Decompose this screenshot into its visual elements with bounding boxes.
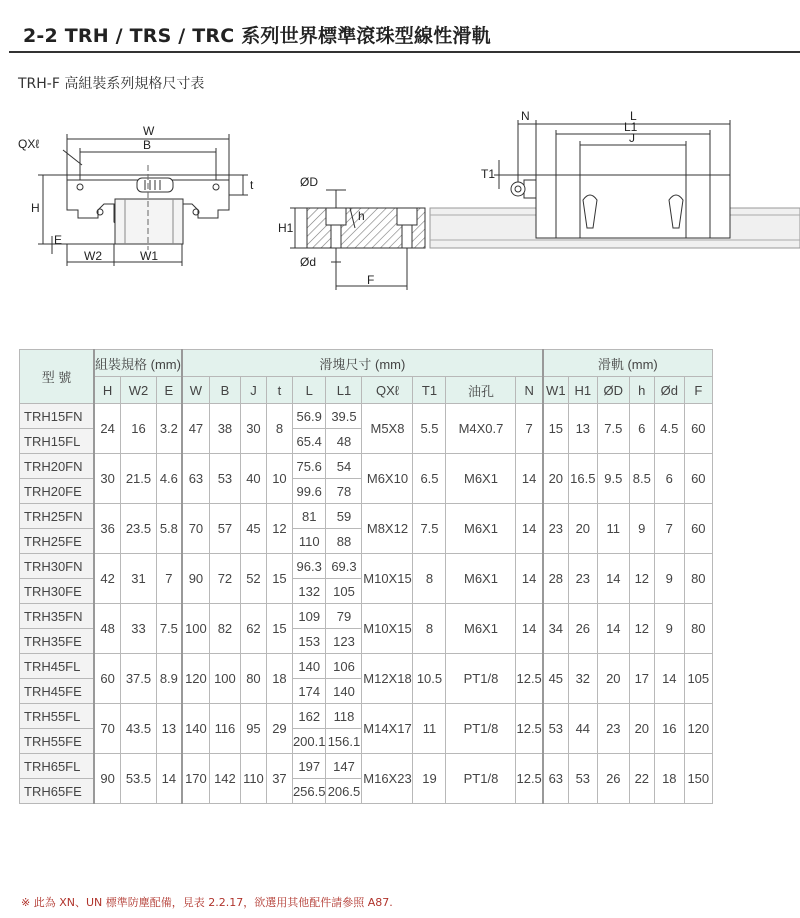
model-cell: TRH45FL — [20, 654, 95, 679]
column-header: Ød — [654, 377, 684, 404]
block-cell: 140 — [182, 704, 210, 754]
column-header: T1 — [413, 377, 446, 404]
column-header: h — [629, 377, 654, 404]
assembly-cell: 8.9 — [156, 654, 182, 704]
block-cell: 12.5 — [516, 754, 543, 804]
side-view-drawing — [430, 120, 800, 248]
block-cell: 12.5 — [516, 704, 543, 754]
length-l-cell: 109 — [292, 604, 326, 629]
rail-cell: 6 — [654, 454, 684, 504]
column-header: W2 — [121, 377, 157, 404]
rail-cell: 63 — [543, 754, 569, 804]
label-l1: L1 — [624, 120, 638, 134]
model-cell: TRH65FE — [20, 779, 95, 804]
rail-cell: 60 — [684, 454, 712, 504]
rail-cell: 150 — [684, 754, 712, 804]
length-l1-cell: 147 — [326, 754, 362, 779]
rail-cell: 80 — [684, 554, 712, 604]
block-cell: 18 — [266, 654, 292, 704]
assembly-cell: 3.2 — [156, 404, 182, 454]
assembly-cell: 5.8 — [156, 504, 182, 554]
label-j: J — [629, 131, 635, 145]
length-l1-cell: 118 — [326, 704, 362, 729]
label-l: L — [630, 109, 637, 123]
group-header: 組裝規格 (mm) — [94, 350, 182, 377]
model-cell: TRH35FE — [20, 629, 95, 654]
rail-cell: 53 — [568, 754, 597, 804]
assembly-cell: 24 — [94, 404, 121, 454]
block-cell: 116 — [209, 704, 240, 754]
block-cell: 15 — [266, 604, 292, 654]
assembly-cell: 30 — [94, 454, 121, 504]
rail-cell: 17 — [629, 654, 654, 704]
table-row — [20, 404, 713, 429]
length-l-cell: 153 — [292, 629, 326, 654]
table-row — [20, 554, 713, 579]
column-header: t — [266, 377, 292, 404]
block-cell: M12X18 — [362, 654, 413, 704]
block-cell: 8 — [413, 604, 446, 654]
page-title: 2-2 TRH / TRS / TRC 系列世界標準滾珠型線性滑軌 — [23, 25, 491, 47]
assembly-cell: 14 — [156, 754, 182, 804]
length-l-cell: 75.6 — [292, 454, 326, 479]
table-row — [20, 704, 713, 729]
block-cell: 37 — [266, 754, 292, 804]
block-cell: 7.5 — [413, 504, 446, 554]
block-cell: 30 — [240, 404, 266, 454]
label-qxl: QXℓ — [18, 137, 40, 151]
assembly-cell: 16 — [121, 404, 157, 454]
column-header: ØD — [597, 377, 629, 404]
rail-cell: 23 — [597, 704, 629, 754]
column-header: 油孔 — [446, 377, 516, 404]
length-l-cell: 81 — [292, 504, 326, 529]
label-od-small: Ød — [300, 255, 317, 269]
block-cell: 7 — [516, 404, 543, 454]
label-h-small: h — [358, 209, 365, 223]
rail-cell: 7.5 — [597, 404, 629, 454]
column-header: L1 — [326, 377, 362, 404]
assembly-cell: 53.5 — [121, 754, 157, 804]
block-cell: PT1/8 — [446, 654, 516, 704]
column-header: B — [209, 377, 240, 404]
length-l-cell: 65.4 — [292, 429, 326, 454]
block-cell: 8 — [413, 554, 446, 604]
block-cell: 5.5 — [413, 404, 446, 454]
block-cell: 12.5 — [516, 654, 543, 704]
model-cell: TRH15FL — [20, 429, 95, 454]
length-l-cell: 140 — [292, 654, 326, 679]
rail-cell: 9 — [654, 554, 684, 604]
assembly-cell: 33 — [121, 604, 157, 654]
block-cell: 12 — [266, 504, 292, 554]
model-cell: TRH65FL — [20, 754, 95, 779]
label-t1: T1 — [481, 167, 496, 181]
table-subtitle: TRH-F 高組裝系列規格尺寸表 — [18, 76, 205, 92]
block-cell: 6.5 — [413, 454, 446, 504]
block-cell: 40 — [240, 454, 266, 504]
length-l1-cell: 48 — [326, 429, 362, 454]
model-cell: TRH55FE — [20, 729, 95, 754]
model-cell: TRH20FN — [20, 454, 95, 479]
block-cell: M10X15 — [362, 604, 413, 654]
length-l-cell: 256.5 — [292, 779, 326, 804]
length-l1-cell: 39.5 — [326, 404, 362, 429]
label-w1: W1 — [140, 249, 158, 263]
rail-cell: 53 — [543, 704, 569, 754]
length-l1-cell: 206.5 — [326, 779, 362, 804]
label-w: W — [143, 124, 155, 138]
block-cell: 72 — [209, 554, 240, 604]
block-cell: 120 — [182, 654, 210, 704]
block-cell: M8X12 — [362, 504, 413, 554]
rail-cell: 9 — [629, 504, 654, 554]
label-b: B — [143, 138, 152, 152]
rail-cell: 60 — [684, 504, 712, 554]
label-od-large: ØD — [300, 175, 318, 189]
length-l-cell: 99.6 — [292, 479, 326, 504]
length-l1-cell: 123 — [326, 629, 362, 654]
rail-cell: 22 — [629, 754, 654, 804]
rail-cell: 60 — [684, 404, 712, 454]
length-l-cell: 200.1 — [292, 729, 326, 754]
assembly-cell: 7.5 — [156, 604, 182, 654]
block-cell: 47 — [182, 404, 210, 454]
table-row — [20, 604, 713, 629]
assembly-cell: 43.5 — [121, 704, 157, 754]
column-header: N — [516, 377, 543, 404]
model-cell: TRH15FN — [20, 404, 95, 429]
rail-cell: 32 — [568, 654, 597, 704]
column-header: E — [156, 377, 182, 404]
length-l-cell: 110 — [292, 529, 326, 554]
length-l1-cell: 79 — [326, 604, 362, 629]
rail-cell: 45 — [543, 654, 569, 704]
column-header: W — [182, 377, 210, 404]
block-cell: 15 — [266, 554, 292, 604]
rail-section-drawing — [290, 190, 425, 290]
rail-cell: 16.5 — [568, 454, 597, 504]
assembly-cell: 70 — [94, 704, 121, 754]
assembly-cell: 37.5 — [121, 654, 157, 704]
rail-cell: 9.5 — [597, 454, 629, 504]
block-cell: 38 — [209, 404, 240, 454]
block-cell: 14 — [516, 454, 543, 504]
label-n: N — [521, 109, 530, 123]
assembly-cell: 60 — [94, 654, 121, 704]
rail-cell: 105 — [684, 654, 712, 704]
rail-cell: 80 — [684, 604, 712, 654]
block-cell: M6X1 — [446, 604, 516, 654]
rail-cell: 23 — [568, 554, 597, 604]
length-l1-cell: 59 — [326, 504, 362, 529]
rail-cell: 6 — [629, 404, 654, 454]
block-cell: M16X23 — [362, 754, 413, 804]
assembly-cell: 13 — [156, 704, 182, 754]
rail-cell: 12 — [629, 604, 654, 654]
rail-cell: 44 — [568, 704, 597, 754]
rail-cell: 20 — [543, 454, 569, 504]
block-cell: 10.5 — [413, 654, 446, 704]
model-cell: TRH20FE — [20, 479, 95, 504]
assembly-cell: 90 — [94, 754, 121, 804]
label-w2: W2 — [84, 249, 102, 263]
table-row — [20, 504, 713, 529]
block-cell: 14 — [516, 554, 543, 604]
block-cell: 82 — [209, 604, 240, 654]
model-cell: TRH45FE — [20, 679, 95, 704]
block-cell: M6X1 — [446, 554, 516, 604]
model-cell: TRH25FN — [20, 504, 95, 529]
length-l-cell: 96.3 — [292, 554, 326, 579]
label-f: F — [367, 273, 375, 287]
length-l-cell: 162 — [292, 704, 326, 729]
group-header: 滑塊尺寸 (mm) — [182, 350, 543, 377]
label-t: t — [250, 178, 254, 192]
block-cell: 63 — [182, 454, 210, 504]
rail-cell: 20 — [568, 504, 597, 554]
block-cell: 19 — [413, 754, 446, 804]
column-header: W1 — [543, 377, 569, 404]
rail-cell: 18 — [654, 754, 684, 804]
block-cell: 45 — [240, 504, 266, 554]
model-cell: TRH55FL — [20, 704, 95, 729]
rail-cell: 20 — [597, 654, 629, 704]
length-l-cell: 56.9 — [292, 404, 326, 429]
rail-cell: 14 — [597, 604, 629, 654]
length-l1-cell: 105 — [326, 579, 362, 604]
block-cell: M4X0.7 — [446, 404, 516, 454]
block-cell: 14 — [516, 604, 543, 654]
block-cell: 14 — [516, 504, 543, 554]
footnote: ※ 此為 XN、UN 標準防塵配備，見表 2.2.17，欲選用其他配件請參照 A87. — [21, 896, 393, 909]
column-header: QXℓ — [362, 377, 413, 404]
block-cell: 62 — [240, 604, 266, 654]
label-e: E — [54, 233, 63, 247]
assembly-cell: 42 — [94, 554, 121, 604]
block-cell: 53 — [209, 454, 240, 504]
rail-cell: 120 — [684, 704, 712, 754]
rail-cell: 14 — [654, 654, 684, 704]
block-cell: 80 — [240, 654, 266, 704]
table-row — [20, 654, 713, 679]
model-cell: TRH30FN — [20, 554, 95, 579]
block-cell: 57 — [209, 504, 240, 554]
technical-drawing — [0, 0, 800, 300]
column-header: L — [292, 377, 326, 404]
length-l-cell: 132 — [292, 579, 326, 604]
block-cell: 11 — [413, 704, 446, 754]
block-cell: M10X15 — [362, 554, 413, 604]
length-l1-cell: 78 — [326, 479, 362, 504]
table-row — [20, 754, 713, 779]
assembly-cell: 7 — [156, 554, 182, 604]
length-l1-cell: 140 — [326, 679, 362, 704]
length-l1-cell: 69.3 — [326, 554, 362, 579]
rail-cell: 14 — [597, 554, 629, 604]
rail-cell: 15 — [543, 404, 569, 454]
length-l-cell: 197 — [292, 754, 326, 779]
length-l-cell: 174 — [292, 679, 326, 704]
spec-table — [19, 349, 713, 804]
label-h1: H1 — [278, 221, 294, 235]
table-row — [20, 454, 713, 479]
assembly-cell: 4.6 — [156, 454, 182, 504]
block-cell: 90 — [182, 554, 210, 604]
block-cell: PT1/8 — [446, 754, 516, 804]
block-cell: M6X10 — [362, 454, 413, 504]
rail-cell: 26 — [568, 604, 597, 654]
rail-cell: 9 — [654, 604, 684, 654]
length-l1-cell: 106 — [326, 654, 362, 679]
rail-cell: 7 — [654, 504, 684, 554]
group-header: 滑軌 (mm) — [543, 350, 713, 377]
column-header: H1 — [568, 377, 597, 404]
model-header: 型 號 — [20, 350, 95, 404]
model-cell: TRH35FN — [20, 604, 95, 629]
block-cell: M5X8 — [362, 404, 413, 454]
length-l1-cell: 88 — [326, 529, 362, 554]
block-cell: 95 — [240, 704, 266, 754]
block-cell: 8 — [266, 404, 292, 454]
column-header: J — [240, 377, 266, 404]
block-cell: 100 — [182, 604, 210, 654]
block-cell: 70 — [182, 504, 210, 554]
block-cell: M14X17 — [362, 704, 413, 754]
assembly-cell: 31 — [121, 554, 157, 604]
column-header: F — [684, 377, 712, 404]
model-cell: TRH25FE — [20, 529, 95, 554]
column-header: H — [94, 377, 121, 404]
rail-cell: 8.5 — [629, 454, 654, 504]
front-view-drawing — [38, 134, 248, 266]
rail-cell: 12 — [629, 554, 654, 604]
block-cell: 170 — [182, 754, 210, 804]
block-cell: M6X1 — [446, 504, 516, 554]
rail-cell: 34 — [543, 604, 569, 654]
length-l1-cell: 54 — [326, 454, 362, 479]
block-cell: 110 — [240, 754, 266, 804]
block-cell: 52 — [240, 554, 266, 604]
assembly-cell: 21.5 — [121, 454, 157, 504]
rail-cell: 28 — [543, 554, 569, 604]
rail-cell: 20 — [629, 704, 654, 754]
block-cell: M6X1 — [446, 454, 516, 504]
rail-cell: 4.5 — [654, 404, 684, 454]
block-cell: 29 — [266, 704, 292, 754]
assembly-cell: 48 — [94, 604, 121, 654]
block-cell: 100 — [209, 654, 240, 704]
rail-cell: 11 — [597, 504, 629, 554]
rail-cell: 13 — [568, 404, 597, 454]
block-cell: 142 — [209, 754, 240, 804]
block-cell: 10 — [266, 454, 292, 504]
rail-cell: 16 — [654, 704, 684, 754]
label-h: H — [31, 201, 40, 215]
model-cell: TRH30FE — [20, 579, 95, 604]
rail-cell: 26 — [597, 754, 629, 804]
assembly-cell: 36 — [94, 504, 121, 554]
block-cell: PT1/8 — [446, 704, 516, 754]
length-l1-cell: 156.1 — [326, 729, 362, 754]
assembly-cell: 23.5 — [121, 504, 157, 554]
rail-cell: 23 — [543, 504, 569, 554]
